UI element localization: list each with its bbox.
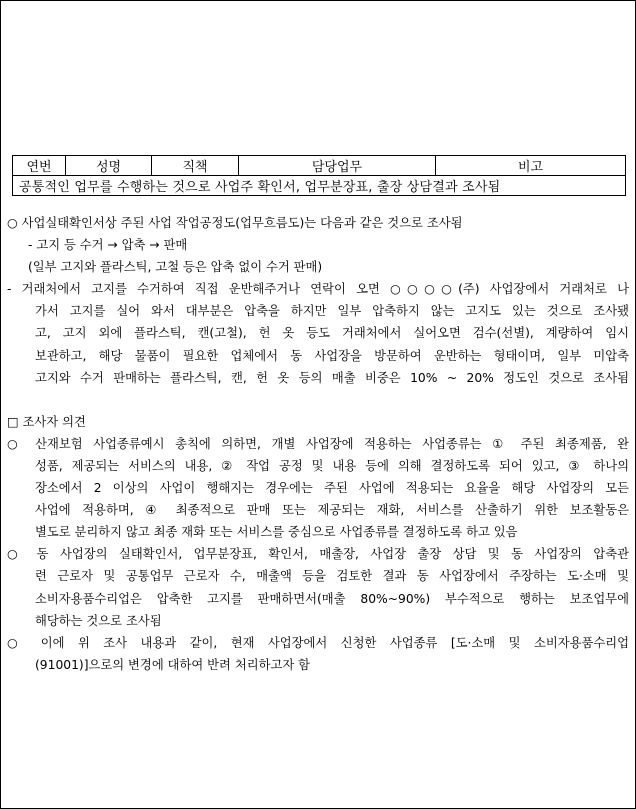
opinion-line: 사업에 적용하며, ④ 최종적으로 판매 또는 제공되는 재화, 서비스를 산출하기 위한 보조활동은 bbox=[35, 503, 629, 518]
header-name: 성명 bbox=[66, 156, 152, 176]
table-header-row bbox=[13, 156, 626, 176]
header-remarks: 비고 bbox=[436, 156, 626, 176]
workflow-detail-line: 가서 고지를 실어 와서 대부분은 압축을 하지만 일부 압축하지 않는 고지도 있는 것으로 조사됐 bbox=[35, 304, 629, 319]
opinion-line: ○ 이에 위 조사 내용과 같이, 현재 사업장에서 신청한 사업종류 [도·소매 및 소비자용품수리업 bbox=[7, 635, 629, 650]
opinion-line: 련 근로자 및 공통업무 근로자 수, 매출액 등을 검토한 결과 동 사업장에서 주장하는 도·소매 및 bbox=[35, 569, 629, 584]
opinion-line: ○ 동 사업장의 실태확인서, 업무분장표, 확인서, 매출장, 사업장 출장 상담 및 동 사업장의 압축관 bbox=[7, 547, 629, 562]
workflow-detail-line: 고지와 수거 판매하는 플라스틱, 캔, 헌 옷 등의 매출 비중은 10% ~ 20% 정도인 것으로 조사됨 bbox=[35, 370, 629, 385]
workflow-detail-line: 고, 고지 외에 플라스틱, 캔(고철), 헌 옷 등도 거래처에서 실어오면 검수(선별), 계량하여 임시 bbox=[35, 326, 629, 341]
header-serial: 연번 bbox=[13, 156, 66, 176]
opinion-line: 소비자용품수리업은 압축한 고지를 판매하면서(매출 80%~90%) 부수적으로 행하는 보조업무에 bbox=[35, 591, 629, 606]
header-position: 직책 bbox=[152, 156, 239, 176]
table-note: 공통적인 업무를 수행하는 것으로 사업주 확인서, 업무분장표, 출장 상담결과 조사됨 bbox=[13, 176, 626, 196]
workflow-detail-line: - 거래처에서 고지를 수거하여 직접 운반해주거나 연락이 오면 ○○○○(주) 사업장에서 거래처로 나 bbox=[7, 282, 629, 297]
opinion-line: 장소에서 2 이상의 사업이 행해지는 경우에는 주된 사업에 적용되는 요율을 해당 사업장의 모든 bbox=[35, 481, 629, 496]
workflow-intro: ○ 사업실태확인서상 주된 사업 작업공정도(업무흐름도)는 다음과 같은 것으로 조사됨 bbox=[7, 216, 463, 230]
document-body bbox=[7, 212, 629, 676]
workflow-exception: (일부 고지와 플라스틱, 고철 등은 압축 없이 수거 판매) bbox=[28, 260, 323, 275]
opinion-heading: □ 조사자 의견 bbox=[7, 414, 86, 429]
workflow-detail-line: 보관하고, 해당 물품이 필요한 업체에서 동 사업장을 방문하여 운반하는 형태이며, 일부 미압축 bbox=[35, 348, 629, 363]
opinion-line: 성품, 제공되는 서비스의 내용, ② 작업 공정 및 내용 등에 의해 결정하도록 되어 있고, ③ 하나의 bbox=[35, 458, 629, 473]
opinion-line: ○ 산재보험 사업종류예시 총칙에 의하면, 개별 사업장에 적용하는 사업종류는 ① 주된 최종제품, 완 bbox=[7, 436, 629, 451]
opinion-line: (91001)]으로의 변경에 대하여 반려 처리하고자 함 bbox=[35, 657, 310, 672]
table-note-row bbox=[13, 176, 626, 196]
opinion-section bbox=[7, 411, 629, 676]
workflow-steps: - 고지 등 수거 → 압축 → 판매 bbox=[28, 238, 188, 253]
staff-table bbox=[12, 155, 626, 196]
opinion-line: 별도로 분리하지 않고 최종 재화 또는 서비스를 중심으로 사업종류를 결정하도록 하고 있음 bbox=[35, 525, 518, 540]
opinion-line: 해당하는 것으로 조사됨 bbox=[35, 613, 162, 628]
section-spacer bbox=[7, 389, 629, 411]
header-duty: 담당업무 bbox=[239, 156, 436, 176]
workflow-section bbox=[7, 212, 629, 389]
